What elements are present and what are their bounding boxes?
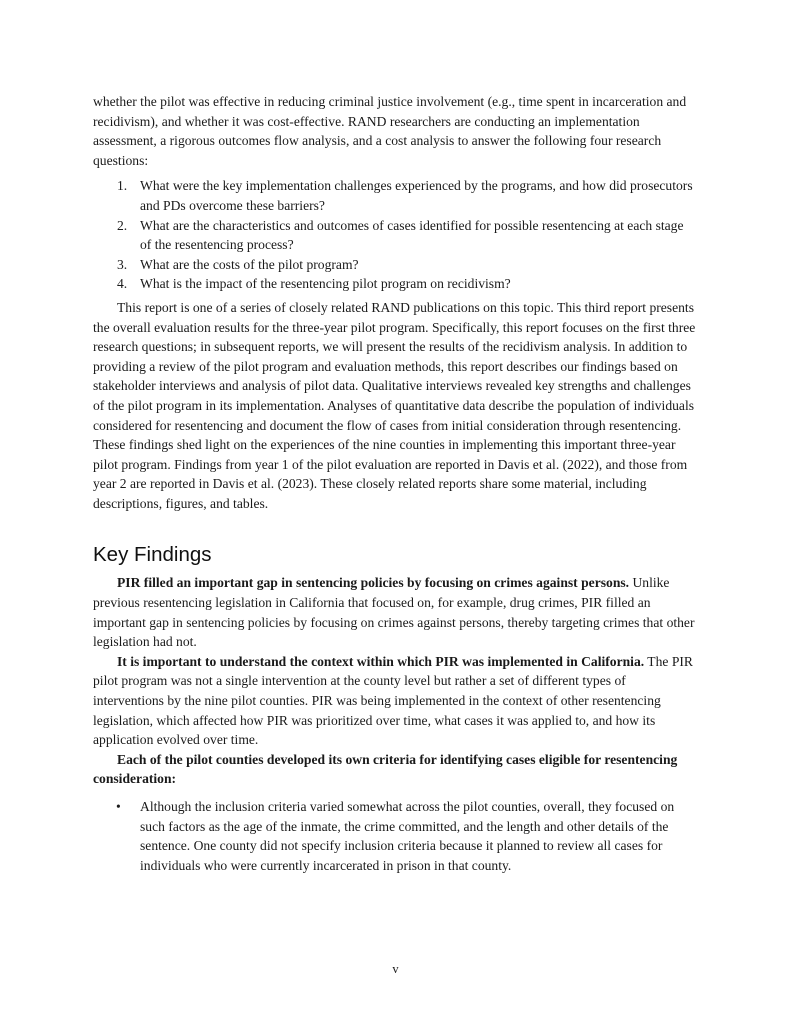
research-questions-list [93, 176, 697, 294]
bullet-icon: • [116, 799, 121, 814]
finding-paragraph [93, 573, 697, 651]
list-item [93, 216, 697, 255]
intro-paragraph: whether the pilot was effective in reducing criminal justice involvement (e.g., time spent in incarceration and recidivism), and whether it was cost-effective. RAND researchers are conducting an implementation assessment, a rigorous outcomes flow analysis, and a cost analysis to answer the following four research questions: [93, 94, 687, 168]
finding-lead: It is important to understand the context within which PIR was implemented in California. [117, 653, 645, 669]
list-item [93, 797, 697, 875]
finding-lead: PIR filled an important gap in sentencing policies by focusing on crimes against persons. [117, 575, 630, 591]
list-item-number: 4. [117, 276, 128, 292]
list-item-number: 1. [117, 178, 128, 194]
finding-paragraph [93, 750, 697, 789]
finding-paragraph [93, 652, 697, 750]
finding-lead: Each of the pilot counties developed its own criteria for identifying cases eligible for resentencing consideration: [93, 751, 678, 787]
list-item-text: What are the costs of the pilot program? [140, 256, 359, 272]
list-item-number: 3. [117, 256, 128, 272]
list-item-text: What were the key implementation challenges experienced by the programs, and how did prosecutors and PDs overcome these barriers? [140, 178, 693, 213]
list-item [93, 176, 697, 215]
page-number: v [392, 962, 399, 976]
list-item [93, 255, 697, 275]
list-item-text: Although the inclusion criteria varied somewhat across the pilot counties, overall, they focused on such factors as the age of the inmate, the crime committed, and the length and other details of the sentence. One county did not specify inclusion criteria because it planned to review all cases for individuals who were currently incarcerated in prison in that county. [140, 799, 675, 873]
list-item-text: What are the characteristics and outcomes of cases identified for possible resentencing at each stage of the resentencing process? [140, 217, 684, 253]
report-overview-paragraph: This report is one of a series of closely related RAND publications on this topic. This third report presents the overall evaluation results for the three-year pilot program. Specifically, this report focuses on the first three research questions; in subsequent reports, we will present the results of the recidivism analysis. In addition to providing a review of the pilot program and evaluation methods, this report describes our findings based on stakeholder interviews and analysis of pilot data. Qualitative interviews revealed key strengths and challenges of the pilot program in its implementation. Analyses of quantitative data describe the population of individuals considered for resentencing and document the flow of cases from initial consideration through resentencing. These findings shed light on the experiences of the nine counties in implementing this important three-year pilot program. Findings from year 1 of the pilot evaluation are reported in Davis et al. (2022), and those from year 2 are reported in Davis et al. (2023). These closely related reports share some material, including descriptions, figures, and tables. [93, 299, 696, 511]
list-item [93, 274, 697, 294]
finding-body: Unlike previous resentencing legislation in California that focused on, for example, drug crimes, PIR filled an important gap in sentencing policies by focusing on crimes against persons, thereby targeting crimes that other legislation had not. [93, 575, 695, 650]
key-findings-heading: Key Findings [93, 543, 212, 567]
criteria-bullet-list [93, 797, 697, 875]
list-item-number: 2. [117, 217, 128, 233]
finding-body: The PIR pilot program was not a single intervention at the county level but rather a set of different types of interventions by the nine pilot counties. PIR was being implemented in the context of other resentencing legislation, which affected how PIR was prioritized over time, what cases it was applied to, and how its application evolved over time. [93, 653, 693, 748]
list-item-text: What is the impact of the resentencing pilot program on recidivism? [140, 276, 511, 292]
page-body [93, 92, 697, 875]
